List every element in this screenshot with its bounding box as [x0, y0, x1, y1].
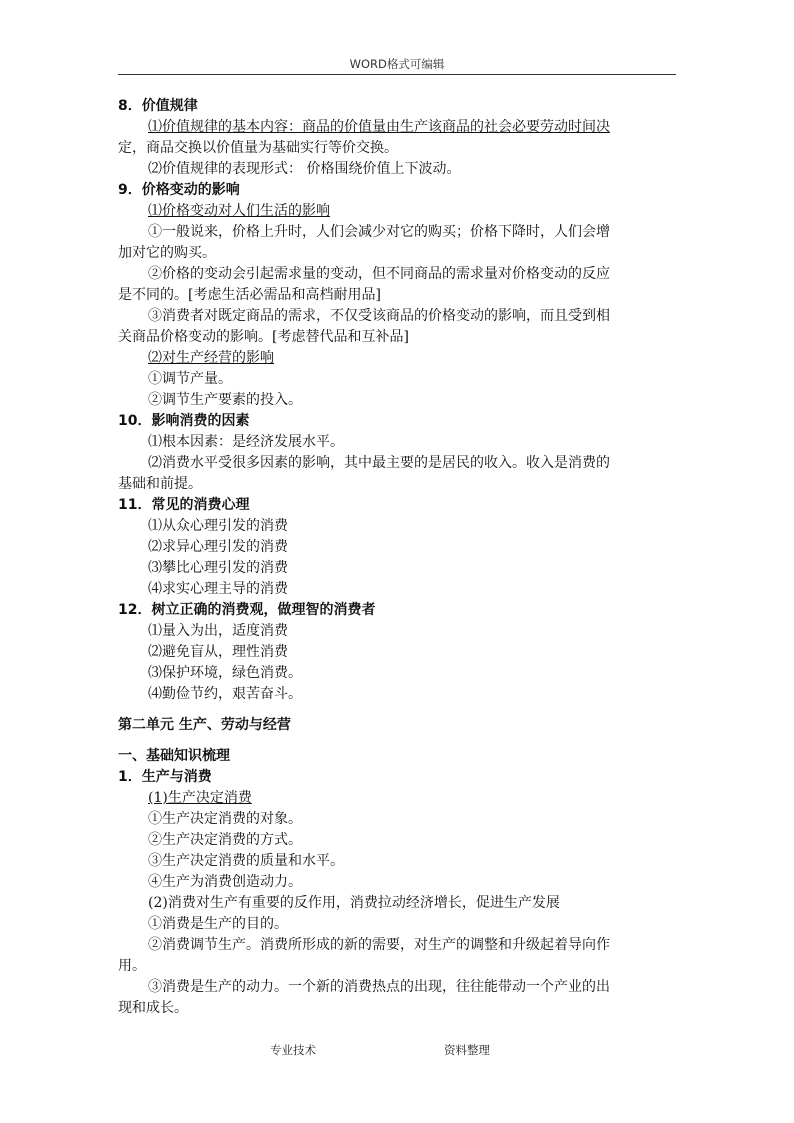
text-line: ②消费调节生产。消费所形成的新的需要，对生产的调整和升级起着导向作 — [148, 937, 610, 953]
footer-left: 专业技术 — [270, 1043, 316, 1057]
text-line: 关商品价格变动的影响。[考虑替代品和互补品] — [118, 329, 409, 345]
text-line: 用。 — [118, 958, 146, 974]
text-line: ⑶保护环境，绿色消费。 — [148, 665, 302, 681]
text-line: ⑵求异心理引发的消费 — [148, 539, 288, 555]
section-heading: 9．价格变动的影响 — [118, 182, 240, 198]
text-line: ①消费是生产的目的。 — [148, 916, 288, 932]
document-body — [118, 96, 680, 1019]
page-header: WORD格式可编辑 — [349, 57, 445, 71]
text-line: 定，商品交换以价值量为基础实行等价交换。 — [118, 140, 398, 156]
text-line: ⑶攀比心理引发的消费 — [148, 560, 288, 576]
text-line: ③消费者对既定商品的需求，不仅受该商品的价格变动的影响，而且受到相 — [148, 308, 610, 324]
section-heading: 11．常见的消费心理 — [118, 497, 250, 513]
text-line: ②调节生产要素的投入。 — [148, 392, 302, 408]
text-line: ⑴根本因素：是经济发展水平。 — [148, 434, 344, 450]
text-line: 是不同的。[考虑生活必需品和高档耐用品] — [118, 287, 381, 303]
header-divider — [118, 74, 676, 75]
text-line: 加对它的购买。 — [118, 245, 216, 261]
section-heading: 第二单元 生产、劳动与经营 — [118, 717, 291, 733]
text-line: ⑴价格变动对人们生活的影响 — [148, 203, 330, 219]
text-line: ⑴从众心理引发的消费 — [148, 518, 288, 534]
text-line: ⑵避免盲从，理性消费 — [148, 644, 288, 660]
section-heading: 一、基础知识梳理 — [118, 748, 230, 764]
text-line: 基础和前提。 — [118, 476, 202, 492]
section-heading: 8．价值规律 — [118, 98, 198, 114]
text-line: ②生产决定消费的方式。 — [148, 832, 302, 848]
spacer — [118, 736, 680, 746]
text-line: ①生产决定消费的对象。 — [148, 811, 302, 827]
text-line: ⑵对生产经营的影响 — [148, 350, 274, 366]
text-line: (1)生产决定消费 — [148, 790, 252, 806]
text-line: ①一般说来，价格上升时，人们会减少对它的购买；价格下降时，人们会增 — [148, 224, 610, 240]
text-line: ③生产决定消费的质量和水平。 — [148, 853, 344, 869]
text-line: ①调节产量。 — [148, 371, 232, 387]
text-line: ⑷求实心理主导的消费 — [148, 581, 288, 597]
text-line: ⑵价值规律的表现形式： 价格围绕价值上下波动。 — [148, 161, 461, 177]
footer-right: 资料整理 — [444, 1043, 490, 1057]
text-line: (2)消费对生产有重要的反作用，消费拉动经济增长，促进生产发展 — [148, 895, 560, 911]
section-heading: 10．影响消费的因素 — [118, 413, 250, 429]
text-line: ②价格的变动会引起需求量的变动，但不同商品的需求量对价格变动的反应 — [148, 266, 610, 282]
text-line: ⑴价值规律的基本内容：商品的价值量由生产该商品的社会必要劳动时间决 — [148, 119, 610, 135]
text-line: ⑵消费水平受很多因素的影响，其中最主要的是居民的收入。收入是消费的 — [148, 455, 610, 471]
text-line: ⑴量入为出，适度消费 — [148, 623, 288, 639]
section-heading: 12．树立正确的消费观，做理智的消费者 — [118, 602, 376, 618]
spacer — [118, 705, 680, 715]
text-line: ⑷勤俭节约，艰苦奋斗。 — [148, 686, 302, 702]
text-line: ③消费是生产的动力。一个新的消费热点的出现，往往能带动一个产业的出 — [148, 979, 610, 995]
text-line: ④生产为消费创造动力。 — [148, 874, 302, 890]
section-heading: 1．生产与消费 — [118, 769, 212, 785]
text-line: 现和成长。 — [118, 1000, 188, 1016]
